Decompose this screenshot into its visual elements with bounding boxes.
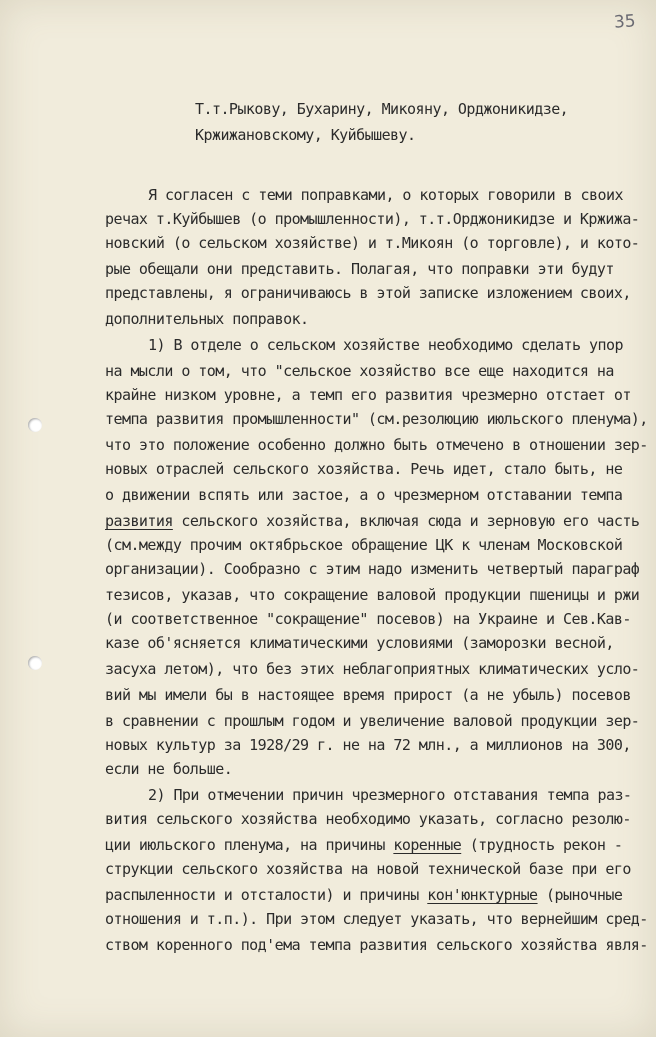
body-line: [105, 436, 648, 454]
text-segment: на мысли о том, что "сельское хозяйство все еще находится на: [105, 362, 614, 380]
body-line: [105, 310, 309, 328]
body-line: [105, 362, 614, 380]
text-segment: что это положение особенно должно быть отмечено в отношении зер-: [105, 436, 648, 454]
underlined-word: коренные: [393, 836, 462, 854]
body-line: [148, 336, 623, 354]
text-segment: ции июльского пленума, на причины: [105, 836, 394, 854]
text-segment: новых отраслей сельского хозяйства. Речь идет, стало быть, не: [105, 460, 623, 478]
text-segment: отношения и т.п.). При этом следует указать, что вернейшим сред-: [105, 910, 648, 928]
body-line: [105, 210, 639, 228]
body-line: [105, 610, 631, 628]
underlined-word: развития: [105, 512, 173, 530]
body-line: [105, 760, 232, 778]
body-line: [105, 660, 639, 678]
text-segment: новых культур за 1928/29 г. не на 72 млн., а миллионов на 300,: [105, 736, 631, 754]
text-segment: организации). Сообразно с этим надо изменить четвертый параграф: [105, 560, 640, 578]
underlined-word: кон'юнктурные: [427, 886, 538, 904]
body-line: [105, 410, 648, 428]
text-segment: рые обещали они представить. Полагая, что поправки эти будут: [105, 260, 614, 278]
text-segment: (трудность рекон -: [461, 836, 623, 854]
text-segment: засуха летом), что без этих неблагоприятных климатических усло-: [105, 660, 640, 678]
body-line: [105, 460, 622, 478]
text-segment: дополнительных поправок.: [105, 310, 309, 328]
body-line: [105, 634, 614, 652]
address-line-2: Кржижановскому, Куйбышеву.: [195, 126, 416, 144]
body-line: [105, 234, 639, 252]
text-segment: (рыночные: [537, 886, 623, 904]
body-line: [148, 186, 623, 204]
text-segment: темпа развития промышленности" (см.резолюцию июльского пленума),: [105, 410, 648, 428]
text-segment: сельского хозяйства, включая сюда и зерновую его часть: [172, 512, 640, 530]
text-segment: (и соответственное "сокращение" посевов) на Украине и Сев.Кав-: [105, 610, 631, 628]
body-line: [105, 836, 622, 854]
text-segment: если не больше.: [105, 760, 233, 778]
text-segment: новский (о сельском хозяйстве) и т.Микоян (о торговле), и кото-: [105, 234, 640, 252]
address-line-1: Т.т.Рыкову, Бухарину, Микояну, Орджоникидзе,: [195, 100, 569, 118]
body-line: [105, 486, 622, 504]
body-line: [105, 284, 631, 302]
body-line: [105, 386, 631, 404]
text-segment: струкции сельского хозяйства на новой технической базе при его: [105, 860, 631, 878]
body-line: [105, 736, 631, 754]
text-segment: тезисов, указав, что сокращение валовой продукции пшеницы и ржи: [105, 586, 640, 604]
folio-number: 35: [613, 11, 637, 33]
body-line: [105, 810, 631, 828]
body-line: [105, 936, 648, 954]
text-segment: крайне низком уровне, а темп его развития чрезмерно отстает от: [105, 386, 631, 404]
body-line: [105, 512, 639, 530]
text-segment: вития сельского хозяйства необходимо указать, согласно резолю-: [105, 810, 631, 828]
body-line: [105, 686, 631, 704]
text-segment: распыленности и отсталости) и причины: [105, 886, 428, 904]
body-line: [105, 860, 631, 878]
text-segment: вий мы имели бы в настоящее время прирост (а не убыль) посевов: [105, 686, 631, 704]
text-segment: представлены, я ограничиваюсь в этой записке изложением своих,: [105, 284, 631, 302]
body-line: [105, 712, 639, 730]
body-line: [105, 586, 639, 604]
text-segment: речах т.Куйбышев (о промышленности), т.т.Орджоникидзе и Кржижа-: [105, 210, 640, 228]
text-segment: в сравнении с прошлым годом и увеличение валовой продукции зер-: [105, 712, 640, 730]
body-line: [105, 886, 622, 904]
text-segment: 1) В отделе о сельском хозяйстве необходимо сделать упор: [148, 336, 623, 354]
body-line: [105, 536, 622, 554]
text-segment: ством коренного под'ема темпа развития сельского хозяйства явля-: [105, 936, 648, 954]
body-line: [105, 910, 648, 928]
body-line: [105, 560, 639, 578]
text-segment: Я согласен с теми поправками, о которых говорили в своих: [148, 186, 623, 204]
body-line: [105, 260, 614, 278]
text-segment: казе об'ясняется климатическими условиями (заморозки весной,: [105, 634, 614, 652]
text-segment: 2) При отмечении причин чрезмерного отставания темпа раз-: [148, 786, 632, 804]
text-segment: о движении вспять или застое, а о чрезмерном отставании темпа: [105, 486, 623, 504]
body-line: [148, 786, 631, 804]
text-segment: (см.между прочим октябрьское обращение ЦК к членам Московской: [105, 536, 623, 554]
punch-hole-upper: [28, 418, 42, 432]
punch-hole-lower: [28, 656, 42, 670]
